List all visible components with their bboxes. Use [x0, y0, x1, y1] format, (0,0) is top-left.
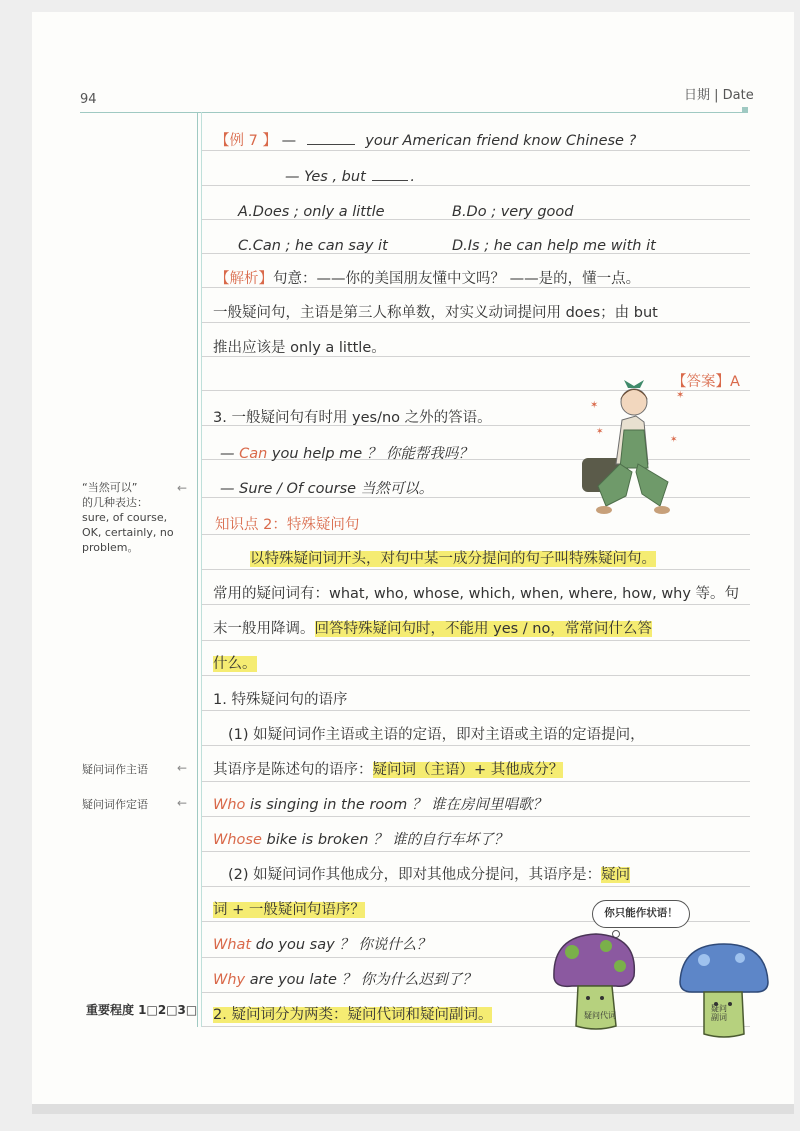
highlight: 回答特殊疑问句时，不能用 yes / no，常常问什么答: [314, 621, 652, 637]
example-reply: [285, 167, 415, 187]
note-line: “当然可以”: [82, 481, 138, 494]
left-arrow-icon: ←: [177, 761, 188, 775]
s1-plain: 其语序是陈述句的语序：: [213, 762, 373, 778]
analysis-line-1: [215, 269, 640, 289]
ruled-line: [202, 745, 750, 746]
section-2-line-2: [213, 900, 365, 920]
p3-plain: 末一般用降调。: [213, 621, 315, 637]
header-rule-end: [742, 107, 748, 113]
body-paragraph-2: 常用的疑问词有：what, who, whose, which, when, where, how, why 等。句: [213, 586, 740, 602]
ruled-line: [202, 710, 750, 711]
ruled-line: [202, 851, 750, 852]
importance-rating: 重要程度 1□2□3□: [86, 1003, 198, 1017]
svg-text:✶: ✶: [590, 400, 599, 411]
ex1-dash: —: [220, 446, 240, 462]
ruled-line: [202, 675, 750, 676]
ruled-line: [202, 781, 750, 782]
s2-plain: (2) 如疑问词作其他成分，即对其他成分提问，其语序是：: [228, 867, 602, 883]
section-3-title: [213, 1005, 492, 1025]
example-tag: 【例 7 】: [215, 133, 277, 149]
who-keyword: Who: [213, 797, 246, 813]
sidebar-note-subject: 疑问词作主语: [82, 763, 148, 776]
whose-keyword: Whose: [213, 832, 262, 848]
section-1-line-1: (1) 如疑问词作主语或主语的定语，即对主语或主语的定语提问，: [228, 727, 645, 743]
answer-blank: [372, 180, 408, 181]
ex1-rest: you help me ？ 你能帮我吗？: [267, 446, 473, 462]
note-line: OK, certainly, no: [82, 526, 174, 539]
ruled-line: [202, 886, 750, 887]
section-1-line-2: [213, 760, 563, 780]
svg-text:✶: ✶: [596, 427, 604, 437]
why-keyword: Why: [213, 972, 246, 988]
why-rest: are you late ？ 你为什么迟到了？: [245, 972, 477, 988]
section-1-title: 1. 特殊疑问句的语序: [213, 692, 348, 708]
section-2-line-1: [228, 865, 630, 885]
speech-text: 你只能作状语！: [604, 907, 678, 919]
option-c: C.Can ; he can say it: [238, 238, 388, 254]
highlight: 词 + 一般疑问句语序？: [213, 902, 365, 918]
highlight: 疑问词（主语）+ 其他成分？: [372, 762, 564, 778]
hair-bow: [624, 380, 644, 388]
who-rest: is singing in the room ？ 谁在房间里唱歌？: [245, 797, 547, 813]
svg-text:✶: ✶: [676, 390, 685, 401]
example-why: [213, 970, 477, 990]
sidebar-note-attributive: 疑问词作定语: [82, 798, 148, 811]
what-keyword: What: [213, 937, 252, 953]
ex1-keyword: Can: [239, 446, 268, 462]
note-line: 的几种表达：: [82, 496, 148, 509]
margin-line: [197, 112, 198, 1027]
note-line: sure, of course,: [82, 511, 168, 524]
analysis-line-2: 一般疑问句，主语是第三人称单数，对实义动词提问用 does；由 but: [213, 305, 658, 321]
girl-illustration: [578, 372, 690, 520]
svg-text:✶: ✶: [670, 435, 678, 445]
option-d: D.Is ; he can help me with it: [452, 238, 656, 254]
example-what: [213, 935, 431, 955]
header-rule: [80, 112, 748, 113]
left-arrow-icon: ←: [177, 796, 188, 810]
point3-title: 3. 一般疑问句有时用 yes/no 之外的答语。: [213, 410, 492, 426]
answer-blank: [307, 144, 355, 145]
reply-prefix: — Yes , but: [285, 169, 366, 185]
ruled-line: [202, 1026, 750, 1027]
body-paragraph-3: [213, 619, 652, 639]
sidebar-note-expressions: [82, 480, 174, 555]
ruled-line: [202, 604, 750, 605]
point3-example-1: [220, 444, 473, 464]
example-question: [215, 131, 636, 151]
page-number: 94: [80, 92, 97, 107]
question-dash: —: [281, 133, 297, 149]
note-line: problem。: [82, 541, 139, 554]
ruled-line: [202, 992, 750, 993]
mushroom-adverb: [676, 940, 772, 1040]
example-whose: [213, 830, 508, 850]
ruled-line: [202, 569, 750, 570]
analysis-line-3: 推出应该是 only a little。: [213, 340, 386, 356]
point3-example-2: — Sure / Of course 当然可以。: [220, 481, 434, 497]
body-paragraph-4: [213, 654, 257, 674]
body-paragraph-1: [250, 549, 656, 569]
knowledge-title: 知识点 2：特殊疑问句: [215, 517, 360, 533]
question-text: your American friend know Chinese ?: [365, 133, 637, 149]
highlight: 2. 疑问词分为两类：疑问代词和疑问副词。: [213, 1007, 493, 1023]
whose-rest: bike is broken ？ 谁的自行车坏了？: [261, 832, 509, 848]
what-rest: do you say ？ 你说什么？: [251, 937, 431, 953]
mushroom-pronoun-label: 疑问代词: [584, 1011, 616, 1020]
analysis-tag: 【解析】: [215, 271, 273, 287]
mushroom-adverb-label: 疑问副词: [711, 1004, 727, 1022]
highlight: 什么。: [213, 656, 257, 672]
reply-suffix: .: [410, 169, 415, 185]
option-b: B.Do ; very good: [452, 204, 574, 220]
page-edge: [32, 1104, 794, 1114]
ruled-line: [202, 957, 750, 958]
left-arrow-icon: ←: [177, 481, 188, 495]
example-who: [213, 795, 547, 815]
option-a: A.Does ; only a little: [238, 204, 385, 220]
highlight: 疑问: [601, 867, 631, 883]
analysis-text-1: 句意：——你的美国朋友懂中文吗？ ——是的，懂一点。: [273, 271, 641, 287]
date-label: 日期 | Date: [684, 88, 754, 103]
ruled-line: [202, 816, 750, 817]
answer-tag: 【答案】A: [672, 374, 740, 390]
highlight: 以特殊疑问词开头，对句中某一成分提问的句子叫特殊疑问句。: [250, 551, 656, 567]
ruled-line: [202, 640, 750, 641]
